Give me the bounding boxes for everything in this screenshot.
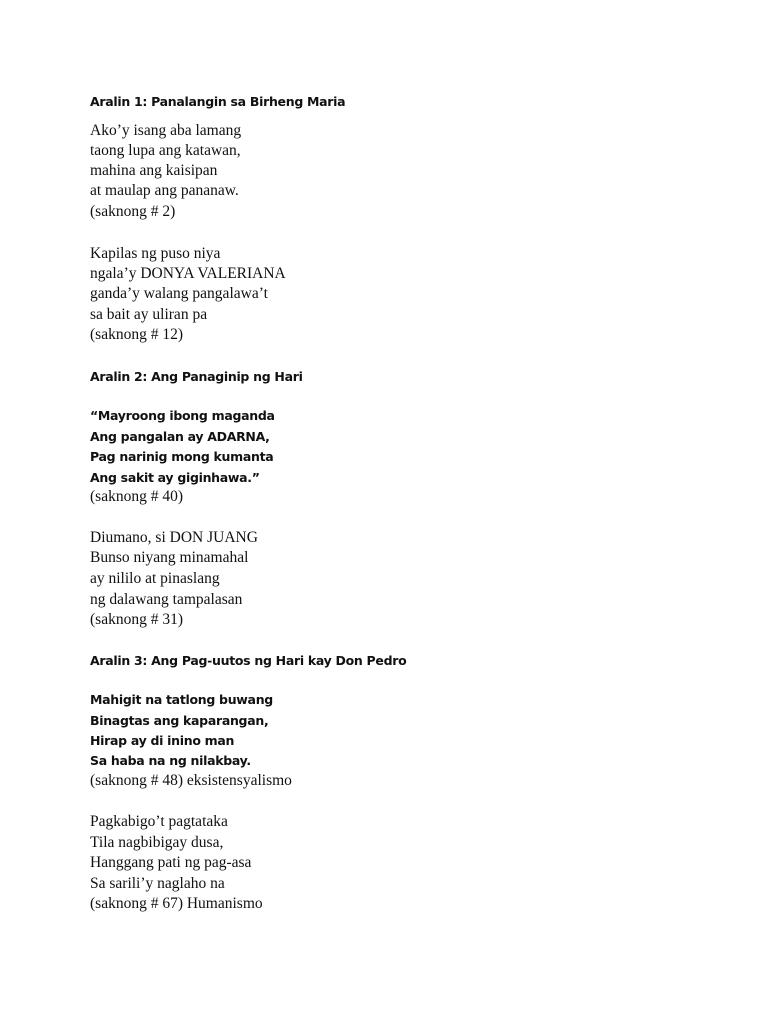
poem-line: Ang sakit ay giginhawa.”: [90, 470, 260, 485]
poem-line: Sa haba na ng nilakbay.: [90, 753, 251, 768]
poem-line: Sa sarili’y naglaho na: [90, 875, 225, 892]
poem-line: Pagkabigo’t pagtataka: [90, 813, 228, 830]
section-heading: Aralin 2: Ang Panaginip ng Hari: [90, 369, 303, 384]
poem-line: Kapilas ng puso niya: [90, 245, 221, 262]
stanza-reference: (saknong # 67) Humanismo: [90, 895, 263, 912]
poem-line: Hirap ay di inino man: [90, 733, 235, 748]
poem-line: “Mayroong ibong maganda: [90, 408, 275, 423]
poem-line: ng dalawang tampalasan: [90, 591, 243, 608]
stanza-reference: (saknong # 31): [90, 611, 183, 628]
poem-line: ganda’y walang pangalawa’t: [90, 285, 268, 302]
poem-line: Hanggang pati ng pag-asa: [90, 854, 252, 871]
stanza-reference: (saknong # 40): [90, 488, 183, 505]
section-heading: Aralin 3: Ang Pag-uutos ng Hari kay Don Pedro: [90, 653, 407, 668]
poem-line: Mahigit na tatlong buwang: [90, 692, 273, 707]
poem-line: Tila nagbibigay dusa,: [90, 834, 224, 851]
poem-line: Ako’y isang aba lamang: [90, 122, 242, 139]
stanza-reference: (saknong # 12): [90, 326, 183, 343]
poem-line: Ang pangalan ay ADARNA,: [90, 429, 270, 444]
poem-line: taong lupa ang katawan,: [90, 142, 241, 159]
poem-line: mahina ang kaisipan: [90, 162, 218, 179]
poem-line: Diumano, si DON JUANG: [90, 529, 258, 546]
poem-line: at maulap ang pananaw.: [90, 182, 239, 199]
poem-line: Bunso niyang minamahal: [90, 549, 249, 566]
poem-line: sa bait ay uliran pa: [90, 306, 208, 323]
stanza-reference: (saknong # 48) eksistensyalismo: [90, 772, 292, 789]
poem-line: ay nililo at pinaslang: [90, 570, 220, 587]
stanza-reference: (saknong # 2): [90, 203, 176, 220]
poem-line: Binagtas ang kaparangan,: [90, 713, 269, 728]
section-heading: Aralin 1: Panalangin sa Birheng Maria: [90, 94, 346, 109]
poem-line: ngala’y DONYA VALERIANA: [90, 265, 286, 282]
poem-line: Pag narinig mong kumanta: [90, 449, 274, 464]
